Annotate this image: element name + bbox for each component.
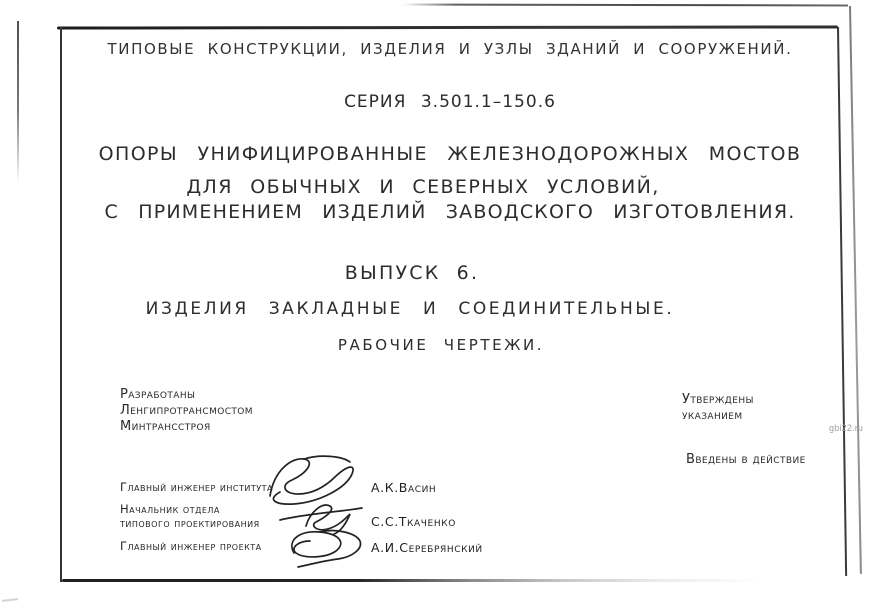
page-outer-right-edge [849,6,862,574]
developed-label: Разработаны [120,387,196,402]
signature-name-tkachenko: С.С.Ткаченко [371,514,456,529]
introduced-line: Введены в действие [686,452,806,467]
developed-by-block [120,387,253,435]
signature-name-vasin: А.К.Васин [371,480,437,495]
handwritten-signature-serebryanskiy [268,527,368,573]
main-title-line-1: ОПОРЫ УНИФИЦИРОВАННЫЕ ЖЕЛЕЗНОДОРОЖНЫХ МОСТОВ [98,143,802,165]
approved-line-2: указанием [682,408,743,423]
series-number: СЕРИЯ 3.501.1–150.6 [344,92,556,112]
main-title-line-2: ДЛЯ ОБЫЧНЫХ И СЕВЕРНЫХ УСЛОВИЙ, [186,176,660,198]
introduced-block [686,452,806,468]
page-outer-left-edge [17,21,19,183]
document-classification-header: ТИПОВЫЕ КОНСТРУКЦИИ, ИЗДЕЛИЯ И УЗЛЫ ЗДАНИЙ И СООРУЖЕНИЙ. [107,40,793,58]
main-title-line-3: С ПРИМЕНЕНИЕМ ИЗДЕЛИЙ ЗАВОДСКОГО ИЗГОТОВЛЕНИЯ. [104,201,796,223]
scan-artifact [2,598,18,602]
subtitle-line-2: РАБОЧИЕ ЧЕРТЕЖИ. [337,336,545,354]
issue-number: ВЫПУСК 6. [344,262,480,284]
signature-role-head-of-department-line-1: Начальник отдела [120,502,220,516]
signature-name-serebryanskiy: А.И.Серебрянский [371,540,483,555]
developed-org-line-1: Ленгипротрансмостом [120,403,253,418]
signature-role-chief-project-engineer: Главный инженер проекта [120,539,262,553]
subtitle-line-1: ИЗДЕЛИЯ ЗАКЛАДНЫЕ И СОЕДИНИТЕЛЬНЫЕ. [145,299,675,319]
developed-org-line-2: Минтрансстроя [120,419,211,434]
site-watermark: gbi22.ru [829,423,864,433]
approved-line-1: Утверждены [682,392,754,407]
approved-block [682,392,754,424]
signature-role-chief-engineer-institute: Главный инженер института [120,480,274,494]
signature-role-head-of-department-line-2: типового проектирования [120,516,260,530]
